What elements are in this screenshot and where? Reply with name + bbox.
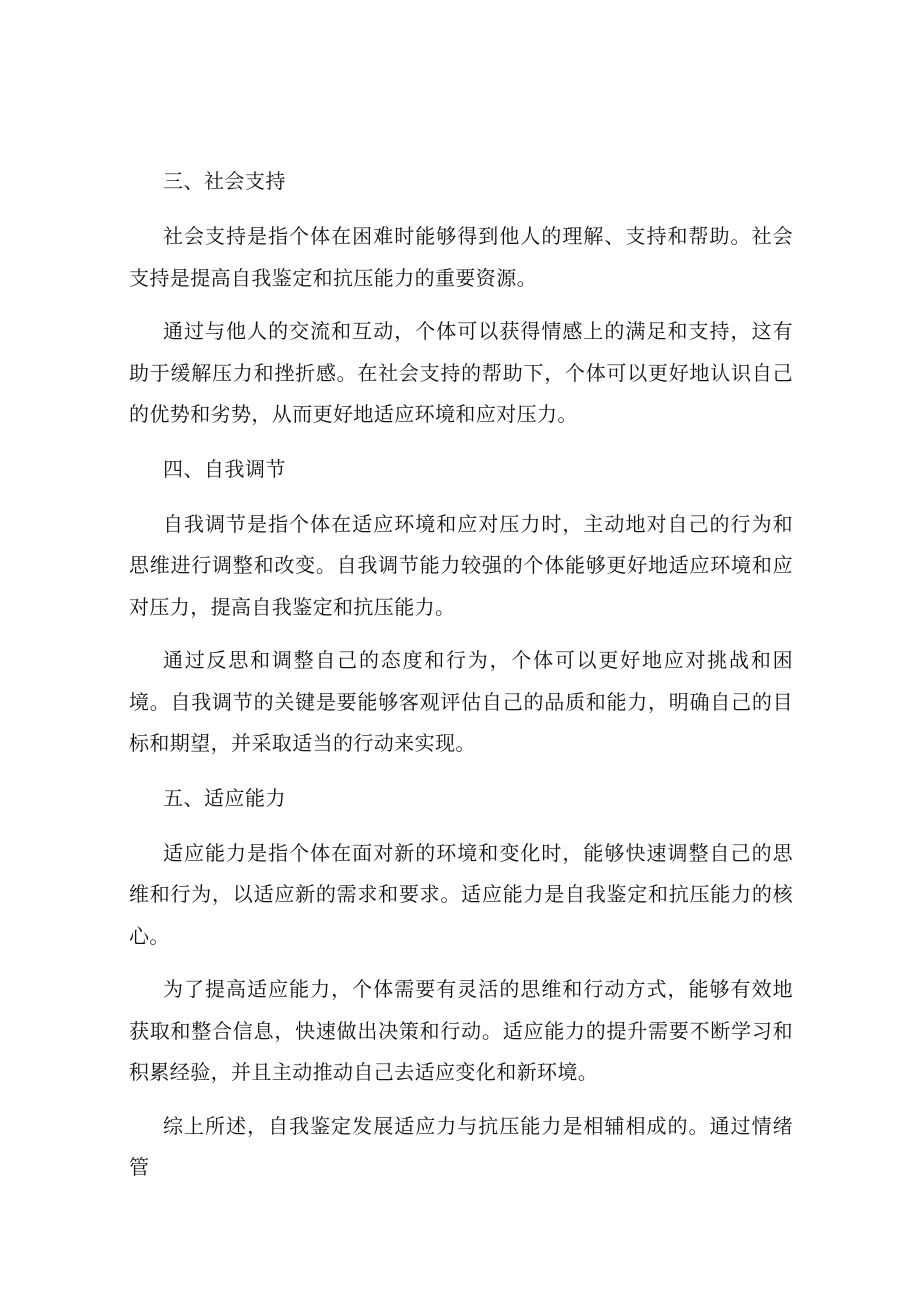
paragraph: 通过与他人的交流和互动，个体可以获得情感上的满足和支持，这有助于缓解压力和挫折感。在社会支持的帮助下，个体可以更好地认识自己的优势和劣势，从而更好地适应环境和应对压力。 xyxy=(129,319,793,426)
paragraph: 通过反思和调整自己的态度和行为，个体可以更好地应对挑战和困境。自我调节的关键是要能够客观评估自己的品质和能力，明确自己的目标和期望，并采取适当的行动来实现。 xyxy=(129,648,793,755)
section-heading-self-regulation: 四、自我调节 xyxy=(163,456,286,481)
section-heading-adaptability: 五、适应能力 xyxy=(163,785,286,810)
paragraph: 为了提高适应能力，个体需要有灵活的思维和行动方式，能够有效地获取和整合信息，快速做出决策和行动。适应能力的提升需要不断学习和积累经验，并且主动推动自己去适应变化和新环境。 xyxy=(129,977,793,1084)
section-heading-social-support: 三、社会支持 xyxy=(163,169,286,193)
paragraph-summary: 综上所述，自我鉴定发展适应力与抗压能力是相辅相成的。通过情绪管 xyxy=(129,1113,793,1179)
paragraph: 自我调节是指个体在适应环境和应对压力时，主动地对自己的行为和思维进行调整和改变。自我调节能力较强的个体能够更好地适应环境和应对压力，提高自我鉴定和抗压能力。 xyxy=(129,511,793,619)
paragraph: 适应能力是指个体在面对新的环境和变化时，能够快速调整自己的思维和行为，以适应新的需求和要求。适应能力是自我鉴定和抗压能力的核心。 xyxy=(129,840,793,948)
paragraph: 社会支持是指个体在困难时能够得到他人的理解、支持和帮助。社会支持是提高自我鉴定和抗压能力的重要资源。 xyxy=(129,224,793,290)
document-body xyxy=(129,160,793,1189)
